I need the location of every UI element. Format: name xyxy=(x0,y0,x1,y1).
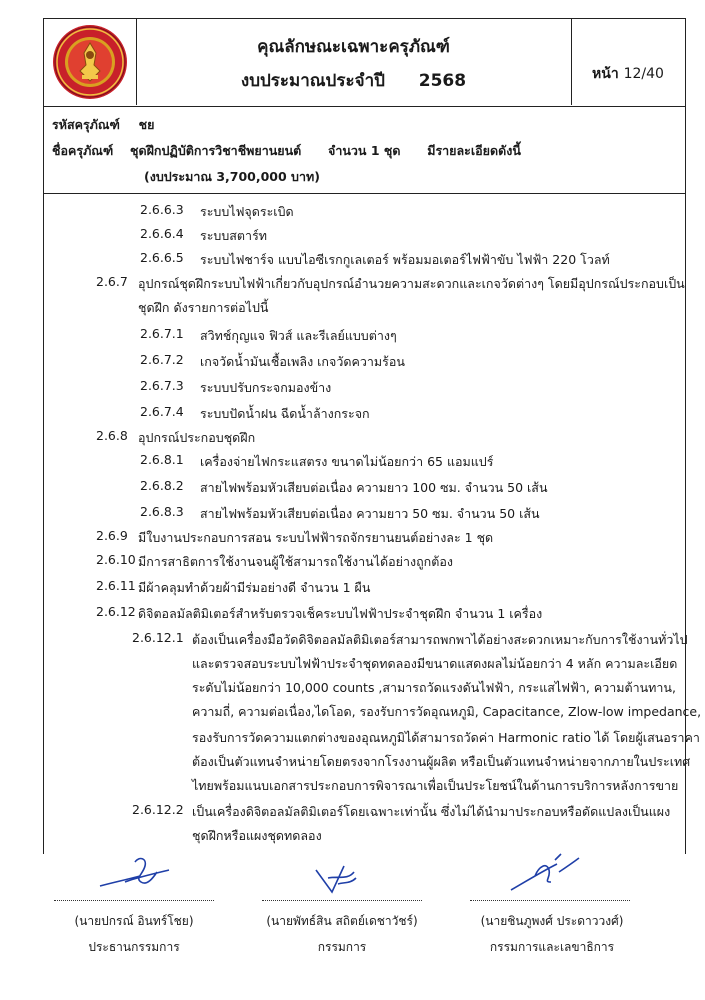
item-text: ต้องเป็นเครื่องมือวัดดิจิตอลมัลติมิเตอร์สามารถพกพาได้อย่างสะดวกเหมาะกับการใช้งานทั่วไป xyxy=(192,632,688,647)
signature-line-1 xyxy=(54,900,214,901)
item-number: 2.6.12.2 xyxy=(132,802,184,817)
item-text: ระบบสตาร์ท xyxy=(200,228,268,243)
item-number: 2.6.6.3 xyxy=(140,202,184,217)
detail-text: มีรายละเอียดดังนี้ xyxy=(427,143,521,158)
item-text: ต้องเป็นตัวแทนจำหน่ายโดยตรงจากโรงงานผู้ผลิต หรือเป็นตัวแทนจำหน่ายจากภายในประเทศ xyxy=(192,754,691,769)
budget-year-value: 2568 xyxy=(418,71,467,91)
item-text: ระบบไฟชาร์จ แบบไอซีเรกกูเลเตอร์ พร้อมมอเตอร์ไฟฟ้าขับ ไฟฟ้า 220 โวลท์ xyxy=(200,252,610,267)
item-number: 2.6.12.1 xyxy=(132,630,184,645)
signer-name-2: (นายพัทธ์สิน สถิตย์เดชาวัชร์) xyxy=(266,914,418,928)
item-number: 2.6.7.3 xyxy=(140,378,184,393)
signature-3 xyxy=(505,852,585,896)
code-label: รหัสครุภัณฑ์ xyxy=(52,117,120,132)
item-number: 2.6.8 xyxy=(96,428,128,443)
item-text: สายไฟพร้อมหัวเสียบต่อเนื่อง ความยาว 100 ซม. จำนวน 50 เส้น xyxy=(200,480,548,495)
signer-name-3: (นายชินภูพงศ์ ประดาววงศ์) xyxy=(480,914,624,928)
page-label: หน้า xyxy=(592,66,619,82)
item-number: 2.6.9 xyxy=(96,528,128,543)
item-number: 2.6.7.2 xyxy=(140,352,184,367)
code-row xyxy=(52,115,154,135)
name-row xyxy=(52,141,521,161)
item-text: เกจวัดน้ำมันเชื้อเพลิง เกจวัดความร้อน xyxy=(200,354,405,369)
item-text: ระดับไม่น้อยกว่า 10,000 counts ,สามารถวัดแรงดันไฟฟ้า, กระแสไฟฟ้า, ความต้านทาน, xyxy=(192,680,676,695)
signature-2 xyxy=(308,858,368,898)
item-text: ดิจิตอลมัลติมิเตอร์สำหรับตรวจเช็คระบบไฟฟ้าประจำชุดฝึก จำนวน 1 เครื่อง xyxy=(138,606,543,621)
item-text: ความถี่, ความต่อเนื่อง,ไดโอด, รองรับการวัดอุณหภูมิ, Capacitance, Zlow-low impedance, xyxy=(192,704,702,719)
item-text: ระบบไฟจุดระเบิด xyxy=(200,204,294,219)
signer-role-1: ประธานกรรมการ xyxy=(88,940,180,954)
budget-year-line xyxy=(136,67,571,94)
logo-cell xyxy=(44,19,137,105)
item-number: 2.6.7.4 xyxy=(140,404,184,419)
item-number: 2.6.10 xyxy=(96,552,136,567)
title-cell xyxy=(136,19,572,105)
item-number: 2.6.7.1 xyxy=(140,326,184,341)
signer-role-3: กรรมการและเลขาธิการ xyxy=(489,940,615,954)
name-value: ชุดฝึกปฏิบัติการวิชาชีพยานยนต์ xyxy=(130,143,302,158)
item-number: 2.6.8.3 xyxy=(140,504,184,519)
item-number: 2.6.8.1 xyxy=(140,452,184,467)
item-number: 2.6.11 xyxy=(96,578,136,593)
item-text: มีการสาธิตการใช้งานจนผู้ใช้สามารถใช้งานได้อย่างถูกต้อง xyxy=(138,554,453,569)
item-text: เป็นเครื่องดิจิตอลมัลติมิเตอร์โดยเฉพาะเท่านั้น ซึ่งไม่ได้นำมาประกอบหรือดัดแปลงเป็นแผง xyxy=(192,804,671,819)
code-value: ชย xyxy=(138,117,155,132)
item-text: ชุดฝึกหรือแผงชุดทดลอง xyxy=(192,828,322,843)
item-text: ระบบปรับกระจกมองข้าง xyxy=(200,380,332,395)
signer-name-1: (นายปกรณ์ อินทร์โชย) xyxy=(74,914,194,928)
header-frame xyxy=(43,18,686,194)
ovec-logo xyxy=(44,19,136,105)
item-number: 2.6.7 xyxy=(96,274,128,289)
item-text: อุปกรณ์ชุดฝึกระบบไฟฟ้าเกี่ยวกับอุปกรณ์อำนวยความสะดวกและเกจวัดต่างๆ โดยมีอุปกรณ์ประกอบเป็น xyxy=(138,276,685,291)
budget-year-label: งบประมาณประจำปี xyxy=(240,71,385,91)
page-value: 12/40 xyxy=(623,66,664,82)
signature-line-2 xyxy=(262,900,422,901)
item-text: รองรับการวัดความแตกต่างของอุณหภูมิได้สามารถวัดค่า Harmonic ratio ได้ โดยผู้เสนอราคา xyxy=(192,730,700,745)
budget-amount: (งบประมาณ 3,700,000 บาท) xyxy=(144,169,320,184)
item-number: 2.6.8.2 xyxy=(140,478,184,493)
item-number: 2.6.6.4 xyxy=(140,226,184,241)
document-title: คุณลักษณะเฉพาะครุภัณฑ์ xyxy=(257,37,450,57)
item-text: ไทยพร้อมแนบเอกสารประกอบการพิจารณาเพื่อเป็นประโยชน์ในด้านการบริการหลังการขาย xyxy=(192,778,679,793)
item-number: 2.6.12 xyxy=(96,604,136,619)
page-cell xyxy=(571,19,685,105)
signature-line-3 xyxy=(470,900,630,901)
page-number xyxy=(571,63,685,85)
name-label: ชื่อครุภัณฑ์ xyxy=(52,143,114,158)
item-text: มีใบงานประกอบการสอน ระบบไฟฟ้ารถจักรยานยนต์อย่างละ 1 ชุด xyxy=(138,530,494,545)
item-text: อุปกรณ์ประกอบชุดฝึก xyxy=(138,430,256,445)
signature-1 xyxy=(95,852,175,894)
signer-role-2: กรรมการ xyxy=(317,940,367,954)
item-text: มีผ้าคลุมทำด้วยผ้ามีร่มอย่างดี จำนวน 1 ผืน xyxy=(138,580,371,595)
info-block xyxy=(44,107,685,193)
item-text: เครื่องจ่ายไฟกระแสตรง ขนาดไม่น้อยกว่า 65 แอมแปร์ xyxy=(200,454,494,469)
left-border xyxy=(43,194,44,854)
item-text: สวิทช์กุญแจ ฟิวส์ และรีเลย์แบบต่างๆ xyxy=(200,328,397,343)
item-text: ระบบปัดน้ำฝน ฉีดน้ำล้างกระจก xyxy=(200,406,370,421)
item-text: และตรวจสอบระบบไฟฟ้าประจำชุดทดลองมีขนาดแสดงผลไม่น้อยกว่า 4 หลัก ความละเอียด xyxy=(192,656,678,671)
quantity-text: จำนวน 1 ชุด xyxy=(328,143,401,158)
item-text: ชุดฝึก ดังรายการต่อไปนี้ xyxy=(138,300,269,315)
item-text: สายไฟพร้อมหัวเสียบต่อเนื่อง ความยาว 50 ซม. จำนวน 50 เส้น xyxy=(200,506,540,521)
header-row xyxy=(44,19,685,107)
item-number: 2.6.6.5 xyxy=(140,250,184,265)
